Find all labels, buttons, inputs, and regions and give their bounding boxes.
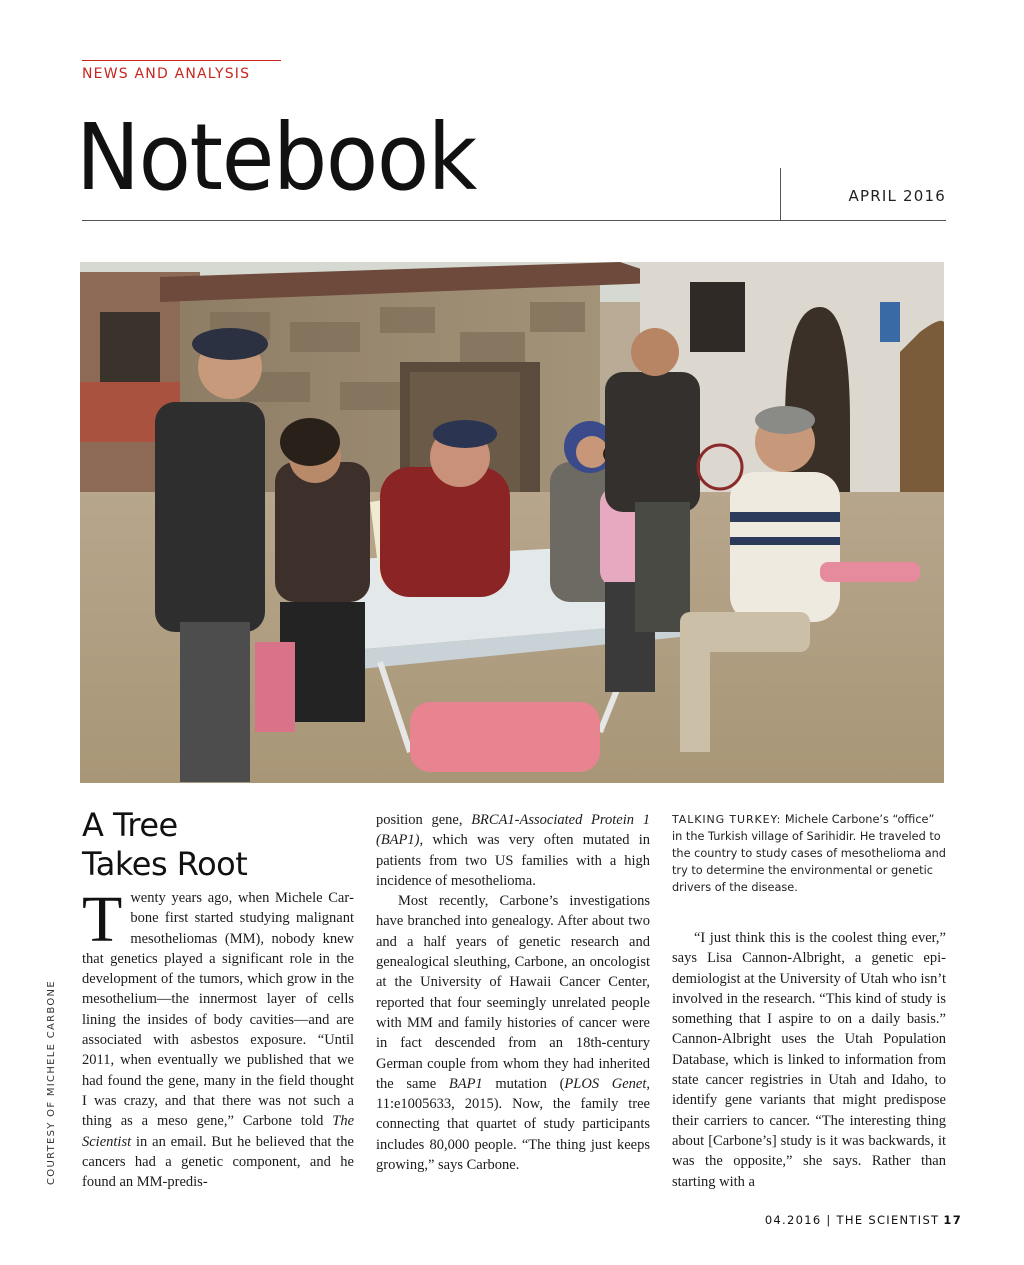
- masthead-title: Notebook: [76, 104, 476, 211]
- page-footer: [765, 1213, 962, 1227]
- masthead-rule: [82, 220, 946, 221]
- headline-line-1: A Tree: [82, 806, 178, 844]
- article-column-2: [376, 810, 650, 1175]
- article-column-3: [672, 928, 946, 1192]
- issue-date: APRIL 2016: [848, 187, 946, 205]
- gene-name: BRCA1-Associated Protein 1 (BAP1): [376, 812, 650, 849]
- folio-text: 04.2016 | THE SCIENTIST: [764, 1213, 940, 1227]
- headline-line-2: Takes Root: [82, 845, 248, 883]
- photo-caption: [672, 811, 946, 896]
- article-paragraph: “I just think this is the coolest thing ever,” says Lisa Cannon-Albright, a genetic epidemiologist at the University of Utah who isn’t involved in the research. “This kind of study is something that I aspire to on a daily basis.” Cannon-Albright uses the Utah Population Database, which is linked to information from state cancer registries in Utah and Idaho, to identify gene variants that might predispose their carriers to cancer. “The interesting thing about [Carbone’s] study is it was backwards, it was the opposite,” she says. Rather than starting with a: [672, 930, 946, 1190]
- drop-cap: T: [82, 883, 123, 956]
- publication-name: The Scientist: [82, 1113, 354, 1150]
- article-paragraph: Twenty years ago, when Michele Carbone first started studying malignant mesotheliomas (MM), nobody knew that genetics played a significant role in the development of the tumors, which grow in the mesothelium—the innermost layer of cells lining the insides of body cavities—and are associated with asbestos exposure. “Until 2011, when eventually we published that we had found the gene, many in the field thought I was crazy, and that there was not such a thing as a meso gene,” Carbone told The Scientist in an email. But he believed that the cancers had a genetic component, and he found an MM-predis-: [82, 883, 354, 1191]
- article-headline: [82, 806, 342, 884]
- section-rule: [82, 60, 281, 61]
- article-paragraph: position gene, BRCA1-Associated Protein 1 (BAP1), which was very often mutated in patients from two US families with a high incidence of mesothelioma.: [376, 812, 650, 889]
- photo-credit: COURTESY OF MICHELE CARBONE: [46, 980, 57, 1185]
- journal-name: PLOS Genet: [564, 1075, 647, 1092]
- caption-text: Michele Carbone’s “office” in the Turkish village of Sarihidir. He traveled to the country to study cases of mesothelioma and try to determine the environmental or genetic drivers of the disease.: [672, 813, 946, 894]
- caption-label: TALKING TURKEY:: [672, 813, 782, 826]
- article-paragraph: Most recently, Carbone’s investigations have branched into genealogy. After about two and a half years of genetic research and genealogical sleuthing, Carbone, an oncologist at the University of Hawaii Cancer Center, reported that four seemingly unrelated people with MM and family histories of cancer were in fact descended from an 18th-century German couple from whom they had inherited the same BAP1 mutation (PLOS Genet, 11:e1005633, 2015). Now, the family tree connecting that quartet of study participants includes 80,000 people. “The thing just keeps growing,” says Carbone.: [376, 893, 650, 1174]
- page-number: 17: [943, 1213, 962, 1227]
- article-column-1: [82, 883, 354, 1192]
- masthead-divider: [780, 168, 781, 220]
- photo-outdoor-group-icon: [80, 262, 944, 783]
- feature-photo: [80, 262, 944, 783]
- section-label: NEWS AND ANALYSIS: [82, 66, 251, 82]
- gene-name: BAP1: [448, 1075, 483, 1092]
